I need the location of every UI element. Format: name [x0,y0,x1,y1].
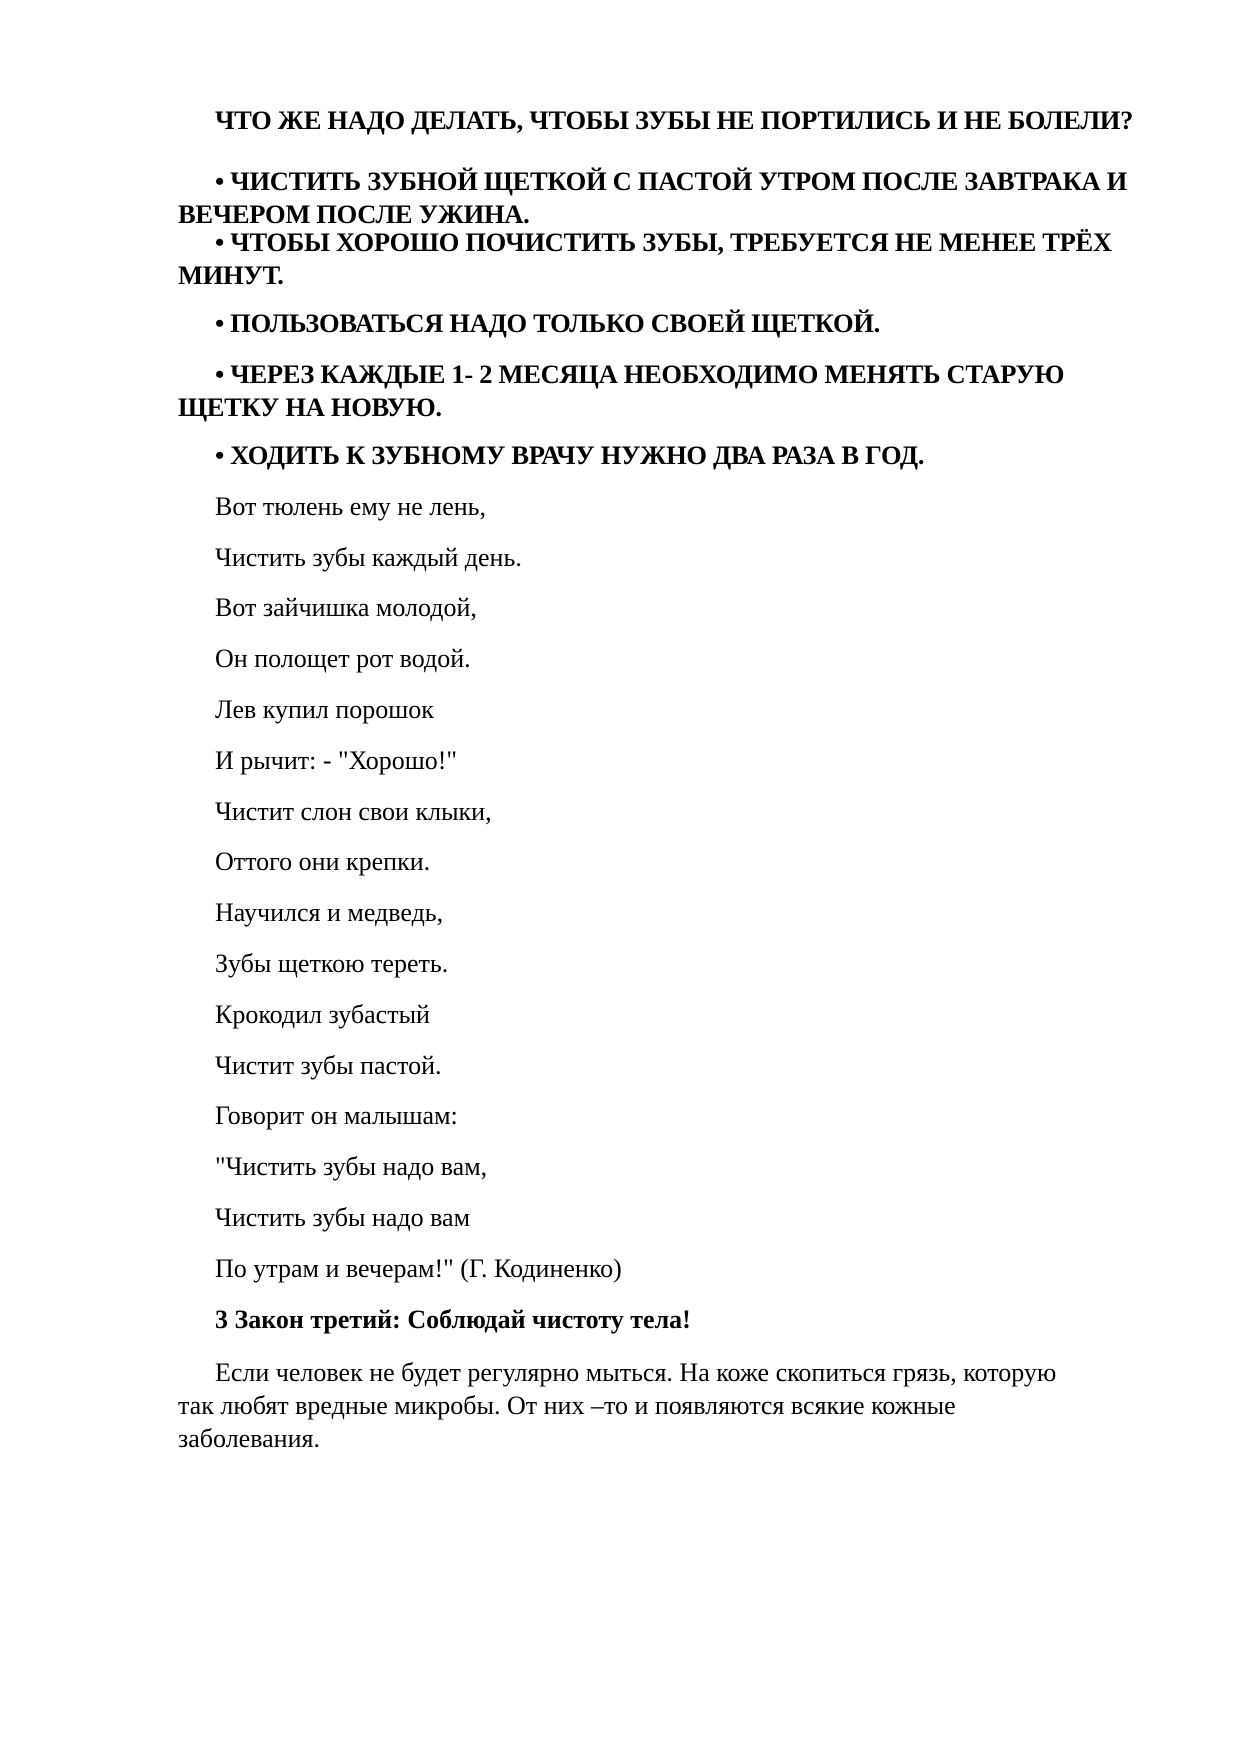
poem-line: И рычит: - "Хорошо!" [215,746,458,775]
poem-line: "Чистить зубы надо вам, [215,1152,488,1181]
tip-item [178,439,1158,472]
poem-line: Чистит зубы пастой. [215,1051,442,1080]
tip-text: • ХОДИТЬ К ЗУБНОМУ ВРАЧУ НУЖНО ДВА РАЗА В ГОД. [215,440,925,470]
tip-item [178,307,1158,340]
poem-line: Он полощет рот водой. [215,644,471,673]
poem-line: Лев купил порошок [215,695,434,724]
poem-line: Чистить зубы надо вам [215,1203,471,1232]
law-heading: 3 Закон третий: Соблюдай чистоту тела! [215,1305,691,1334]
question-heading [178,104,1158,137]
tip-text: • ЧЕРЕЗ КАЖДЫЕ 1- 2 МЕСЯЦА НЕОБХОДИМО МЕНЯТЬ СТАРУЮ ЩЕТКУ НА НОВУЮ. [178,359,1065,422]
tip-item [178,165,1158,231]
poem-line: Крокодил зубастый [215,1000,430,1029]
poem-line: Научился и медведь, [215,898,444,927]
tip-item [178,358,1158,424]
poem-line: Вот тюлень ему не лень, [215,492,487,521]
tip-item [178,226,1158,292]
question-text: ЧТО ЖЕ НАДО ДЕЛАТЬ, ЧТОБЫ ЗУБЫ НЕ ПОРТИЛИСЬ И НЕ БОЛЕЛИ? [215,105,1134,135]
poem-line: Вот зайчишка молодой, [215,593,477,622]
poem-line: Чистит слон свои клыки, [215,797,492,826]
poem-line: Чистить зубы каждый день. [215,543,522,572]
tip-text: • ЧТОБЫ ХОРОШО ПОЧИСТИТЬ ЗУБЫ, ТРЕБУЕТСЯ НЕ МЕНЕЕ ТРЁХ МИНУТ. [178,227,1112,290]
tip-text: • ЧИСТИТЬ ЗУБНОЙ ЩЕТКОЙ С ПАСТОЙ УТРОМ ПОСЛЕ ЗАВТРАКА И ВЕЧЕРОМ ПОСЛЕ УЖИНА. [178,166,1127,229]
law-paragraph: Если человек не будет регулярно мыться. На коже скопиться грязь, которую так любят вредные микробы. От них –то и появляются всякие кожные заболевания. [178,1358,1057,1453]
poem-line: Оттого они крепки. [215,847,431,876]
poem-line: Зубы щеткою тереть. [215,949,449,978]
poem-line: Говорит он малышам: [215,1101,458,1130]
tip-text: • ПОЛЬЗОВАТЬСЯ НАДО ТОЛЬКО СВОЕЙ ЩЕТКОЙ. [215,308,881,338]
poem-line: По утрам и вечерам!" (Г. Кодиненко) [215,1254,622,1283]
